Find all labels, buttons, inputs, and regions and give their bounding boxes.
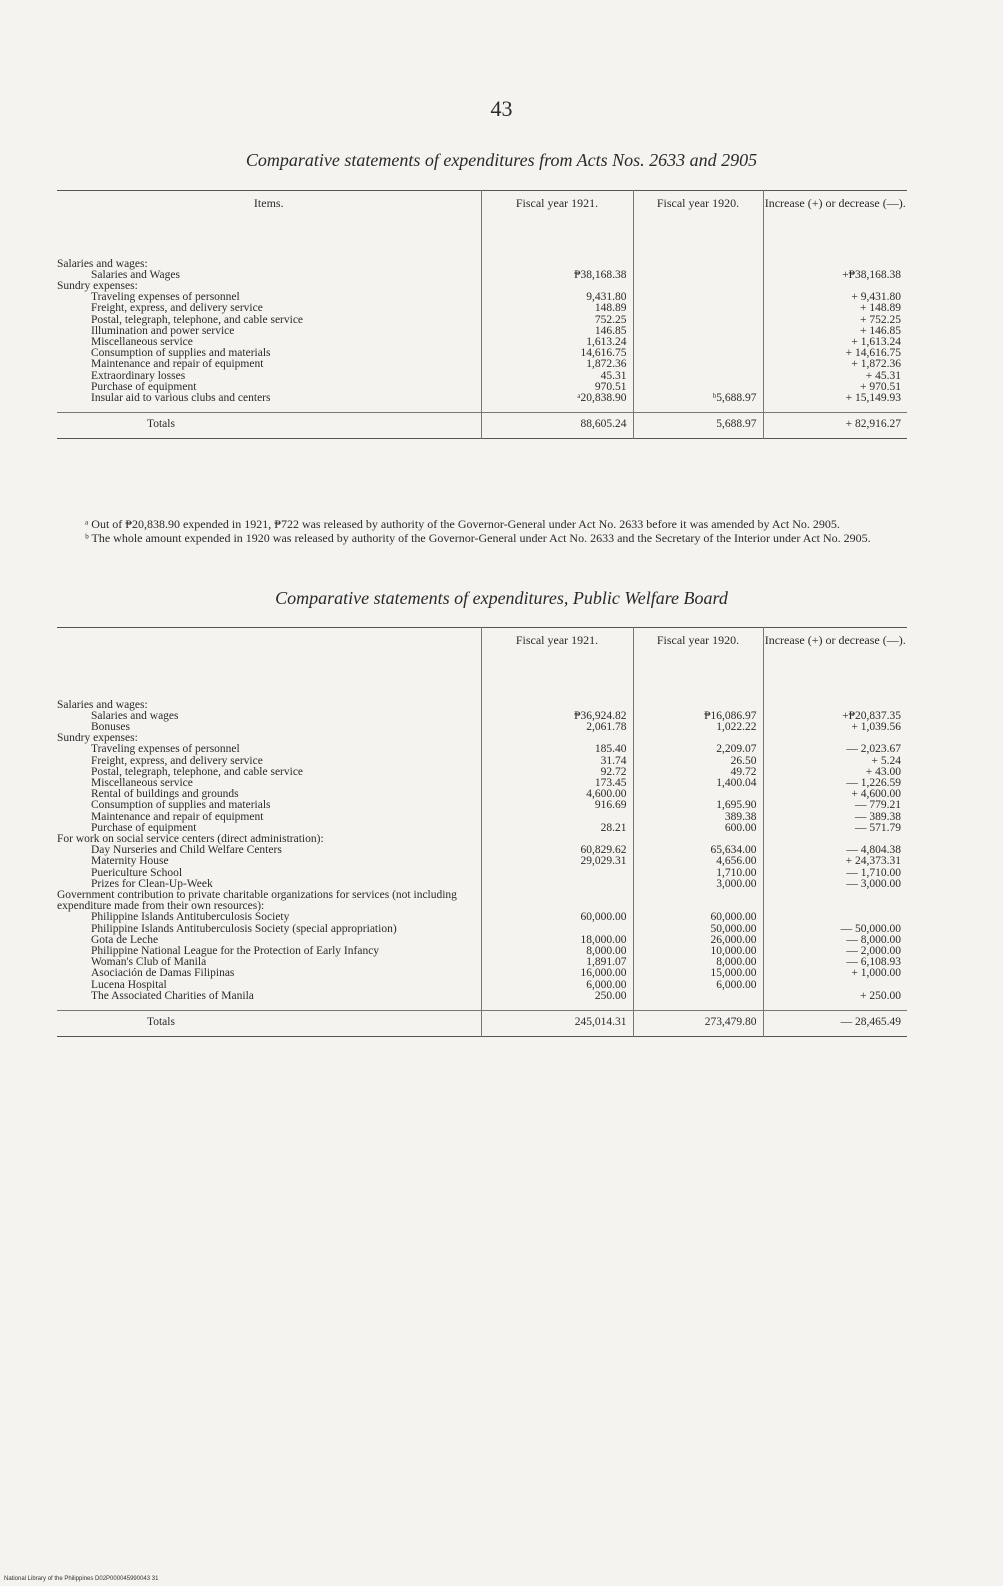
table-row [57, 700, 907, 711]
cell-increase-decrease [763, 980, 907, 991]
table-row [57, 292, 907, 303]
cell-fiscal-1920 [633, 834, 763, 845]
totals-increase-decrease: + 82,916.27 [763, 413, 907, 439]
table-row [57, 800, 907, 811]
totals-row [57, 1010, 907, 1036]
table-row [57, 359, 907, 370]
row-item-label: Prizes for Clean-Up-Week [91, 878, 213, 890]
cell-fiscal-1920 [633, 371, 763, 382]
cell-increase-decrease: — 2,023.67 [763, 744, 907, 755]
row-item-label: Extraordinary losses [91, 370, 186, 382]
cell-fiscal-1921: ᵃ20,838.90 [481, 393, 633, 404]
row-item-label: The Associated Charities of Manila [91, 990, 254, 1002]
cell-increase-decrease [763, 733, 907, 744]
cell-fiscal-1920 [633, 789, 763, 800]
table-row [57, 315, 907, 326]
row-item-label: Maintenance and repair of equipment [91, 359, 264, 371]
cell-fiscal-1921 [481, 924, 633, 935]
cell-increase-decrease: — 6,108.93 [763, 957, 907, 968]
cell-fiscal-1920: 1,695.90 [633, 800, 763, 811]
row-item-label: Gota de Leche [91, 934, 159, 946]
cell-increase-decrease: + 1,000.00 [763, 968, 907, 979]
cell-fiscal-1920: 6,000.00 [633, 980, 763, 991]
table-row [57, 337, 907, 348]
cell-fiscal-1921: 45.31 [481, 371, 633, 382]
cell-increase-decrease: + 148.89 [763, 303, 907, 314]
cell-increase-decrease [763, 259, 907, 270]
row-item-label: Consumption of supplies and materials [91, 348, 271, 360]
cell-fiscal-1921: 185.40 [481, 744, 633, 755]
cell-fiscal-1921: 146.85 [481, 326, 633, 337]
cell-increase-decrease [763, 912, 907, 923]
row-item-label: Salaries and wages: [57, 258, 148, 270]
cell-fiscal-1921: 1,891.07 [481, 957, 633, 968]
table-row [57, 823, 907, 834]
table-row [57, 991, 907, 1002]
row-item-label: Traveling expenses of personnel [91, 744, 240, 756]
cell-increase-decrease: — 50,000.00 [763, 924, 907, 935]
cell-increase-decrease: — 4,804.38 [763, 845, 907, 856]
cell-fiscal-1920 [633, 281, 763, 292]
table-row [57, 767, 907, 778]
cell-increase-decrease: + 43.00 [763, 767, 907, 778]
cell-increase-decrease: + 4,600.00 [763, 789, 907, 800]
table-row [57, 879, 907, 890]
cell-fiscal-1921: 173.45 [481, 778, 633, 789]
header-items [57, 628, 481, 678]
cell-fiscal-1920 [633, 270, 763, 281]
cell-fiscal-1921 [481, 700, 633, 711]
cell-fiscal-1921: 28.21 [481, 823, 633, 834]
header-fiscal-1921: Fiscal year 1921. [481, 191, 633, 237]
cell-increase-decrease: — 1,710.00 [763, 868, 907, 879]
table-row [57, 980, 907, 991]
row-item-label: Traveling expenses of personnel [91, 292, 240, 304]
table-row [57, 270, 907, 281]
cell-increase-decrease: + 250.00 [763, 991, 907, 1002]
cell-fiscal-1920: 389.38 [633, 812, 763, 823]
table-row [57, 382, 907, 393]
expenditures-acts-table [57, 190, 907, 439]
cell-fiscal-1921: 31.74 [481, 756, 633, 767]
cell-fiscal-1920: 2,209.07 [633, 744, 763, 755]
table-row [57, 778, 907, 789]
cell-fiscal-1921 [481, 890, 633, 912]
table-row [57, 957, 907, 968]
cell-fiscal-1921 [481, 281, 633, 292]
table1-caption: Comparative statements of expenditures from Acts Nos. 2633 and 2905 [245, 150, 758, 170]
cell-increase-decrease: + 752.25 [763, 315, 907, 326]
row-item-label: Salaries and wages: [57, 699, 148, 711]
table-row [57, 868, 907, 879]
cell-fiscal-1921 [481, 868, 633, 879]
cell-increase-decrease: — 1,226.59 [763, 778, 907, 789]
cell-increase-decrease: — 389.38 [763, 812, 907, 823]
table-row [57, 722, 907, 733]
table-row [57, 326, 907, 337]
row-item-label: Insular aid to various clubs and centers [91, 392, 271, 404]
cell-fiscal-1921: 60,000.00 [481, 912, 633, 923]
table-row [57, 856, 907, 867]
cell-fiscal-1921: ₱36,924.82 [481, 711, 633, 722]
cell-increase-decrease: + 24,373.31 [763, 856, 907, 867]
table-row [57, 845, 907, 856]
table-row [57, 890, 907, 912]
table-row [57, 834, 907, 845]
cell-fiscal-1921: 1,872.36 [481, 359, 633, 370]
header-fiscal-1920: Fiscal year 1920. [633, 191, 763, 237]
header-increase-decrease: Increase (+) or decrease (—). [763, 628, 907, 678]
row-item-label: Miscellaneous service [91, 777, 193, 789]
cell-fiscal-1920: 1,710.00 [633, 868, 763, 879]
cell-fiscal-1920 [633, 890, 763, 912]
row-item-label: Salaries and Wages [91, 269, 180, 281]
cell-fiscal-1921 [481, 834, 633, 845]
cell-fiscal-1920: 3,000.00 [633, 879, 763, 890]
cell-increase-decrease: + 9,431.80 [763, 292, 907, 303]
cell-increase-decrease: + 1,872.36 [763, 359, 907, 370]
cell-fiscal-1921 [481, 812, 633, 823]
cell-fiscal-1921: 9,431.80 [481, 292, 633, 303]
cell-fiscal-1920: 49.72 [633, 767, 763, 778]
cell-fiscal-1921: 6,000.00 [481, 980, 633, 991]
cell-fiscal-1920: 65,634.00 [633, 845, 763, 856]
row-item-label: Philippine National League for the Protection of Early Infancy [91, 945, 380, 957]
header-items: Items. [253, 196, 284, 210]
cell-fiscal-1920 [633, 337, 763, 348]
totals-label: Totals [57, 1010, 481, 1036]
table-row [57, 303, 907, 314]
row-item-label: Sundry expenses: [57, 733, 138, 745]
cell-fiscal-1921: 752.25 [481, 315, 633, 326]
cell-fiscal-1921: 250.00 [481, 991, 633, 1002]
row-item-label: Sundry expenses: [57, 280, 138, 292]
spacer-row [57, 237, 907, 259]
cell-fiscal-1921: 29,029.31 [481, 856, 633, 867]
cell-increase-decrease: + 970.51 [763, 382, 907, 393]
row-item-label: Miscellaneous service [91, 336, 193, 348]
cell-fiscal-1920: 60,000.00 [633, 912, 763, 923]
totals-fiscal-1920: 273,479.80 [633, 1010, 763, 1036]
table-row [57, 733, 907, 744]
table-row [57, 711, 907, 722]
row-item-label: Illumination and power service [91, 325, 235, 337]
footnotes [57, 517, 907, 545]
cell-increase-decrease: + 1,039.56 [763, 722, 907, 733]
row-item-label: Government contribution to private charitable organizations for services (not including expenditure made from their own resources): [57, 889, 457, 913]
cell-fiscal-1921: 970.51 [481, 382, 633, 393]
row-item-label: Rental of buildings and grounds [91, 789, 239, 801]
table-row [57, 946, 907, 957]
header-fiscal-1920: Fiscal year 1920. [633, 628, 763, 678]
table-row [57, 968, 907, 979]
cell-fiscal-1920: ᵇ5,688.97 [633, 393, 763, 404]
cell-fiscal-1921: 4,600.00 [481, 789, 633, 800]
cell-increase-decrease: — 571.79 [763, 823, 907, 834]
cell-fiscal-1920: 26.50 [633, 756, 763, 767]
row-item-label: Postal, telegraph, telephone, and cable service [91, 766, 304, 778]
totals-label: Totals [57, 413, 481, 439]
cell-fiscal-1920 [633, 315, 763, 326]
cell-increase-decrease: + 14,616.75 [763, 348, 907, 359]
cell-fiscal-1920: 8,000.00 [633, 957, 763, 968]
cell-fiscal-1920: 1,022.22 [633, 722, 763, 733]
cell-fiscal-1921: 8,000.00 [481, 946, 633, 957]
footer-credit: National Library of the Philippines D02P000045990043 31 [4, 1576, 159, 1582]
cell-fiscal-1921: 2,061.78 [481, 722, 633, 733]
cell-fiscal-1921: 14,616.75 [481, 348, 633, 359]
public-welfare-board-table [57, 627, 907, 1037]
table-row [57, 744, 907, 755]
header-fiscal-1921: Fiscal year 1921. [481, 628, 633, 678]
row-item-label: Asociación de Damas Filipinas [91, 968, 235, 980]
spacer-row [57, 1002, 907, 1011]
cell-fiscal-1920: 1,400.04 [633, 778, 763, 789]
cell-fiscal-1921: 18,000.00 [481, 935, 633, 946]
row-item-label: Philippine Islands Antituberculosis Society [91, 912, 290, 924]
table-row [57, 259, 907, 270]
spacer-row [57, 404, 907, 413]
cell-increase-decrease: + 146.85 [763, 326, 907, 337]
row-item-label: Day Nurseries and Child Welfare Centers [91, 845, 282, 857]
row-item-label: Lucena Hospital [91, 979, 167, 991]
cell-fiscal-1921 [481, 733, 633, 744]
totals-increase-decrease: — 28,465.49 [763, 1010, 907, 1036]
cell-fiscal-1920 [633, 382, 763, 393]
cell-fiscal-1921 [481, 879, 633, 890]
cell-fiscal-1920 [633, 348, 763, 359]
cell-fiscal-1920 [633, 733, 763, 744]
table-row [57, 371, 907, 382]
row-item-label: Puericulture School [91, 867, 183, 879]
row-item-label: Freight, express, and delivery service [91, 303, 263, 315]
table-row [57, 924, 907, 935]
cell-increase-decrease: — 3,000.00 [763, 879, 907, 890]
table-row [57, 935, 907, 946]
cell-fiscal-1921: 60,829.62 [481, 845, 633, 856]
cell-fiscal-1921: 916.69 [481, 800, 633, 811]
cell-increase-decrease: +₱20,837.35 [763, 711, 907, 722]
totals-fiscal-1920: 5,688.97 [633, 413, 763, 439]
table2-caption: Comparative statements of expenditures, Public Welfare Board [275, 588, 728, 608]
cell-increase-decrease: — 779.21 [763, 800, 907, 811]
row-item-label: Philippine Islands Antituberculosis Society (special appropriation) [91, 923, 397, 935]
cell-fiscal-1921: 148.89 [481, 303, 633, 314]
totals-fiscal-1921: 88,605.24 [481, 413, 633, 439]
row-item-label: Bonuses [91, 721, 130, 733]
table-row [57, 756, 907, 767]
cell-increase-decrease: + 5.24 [763, 756, 907, 767]
table-row [57, 789, 907, 800]
totals-row [57, 413, 907, 439]
table-row [57, 393, 907, 404]
row-item-label: Purchase of equipment [91, 381, 197, 393]
row-item-label: Postal, telegraph, telephone, and cable service [91, 314, 304, 326]
cell-fiscal-1921: 16,000.00 [481, 968, 633, 979]
cell-fiscal-1920: 600.00 [633, 823, 763, 834]
footnote-a: ᵃ Out of ₱20,838.90 expended in 1921, ₱722 was released by authority of the Governor-General under Act No. 2633 before it was amended by Act No. 2905. [85, 517, 840, 531]
cell-increase-decrease: + 15,149.93 [763, 393, 907, 404]
cell-increase-decrease [763, 281, 907, 292]
cell-fiscal-1921: 1,613.24 [481, 337, 633, 348]
cell-fiscal-1920 [633, 303, 763, 314]
cell-increase-decrease [763, 700, 907, 711]
row-item-label: Maternity House [91, 856, 169, 868]
row-item-label: Maintenance and repair of equipment [91, 811, 264, 823]
cell-fiscal-1920 [633, 359, 763, 370]
table-row [57, 812, 907, 823]
header-increase-decrease: Increase (+) or decrease (—). [763, 191, 907, 237]
cell-fiscal-1920: 4,656.00 [633, 856, 763, 867]
row-item-label: Salaries and wages [91, 710, 179, 722]
cell-increase-decrease [763, 834, 907, 845]
cell-fiscal-1920: 26,000.00 [633, 935, 763, 946]
cell-fiscal-1920: 10,000.00 [633, 946, 763, 957]
table-row [57, 281, 907, 292]
cell-fiscal-1920: 50,000.00 [633, 924, 763, 935]
spacer-row [57, 678, 907, 700]
totals-fiscal-1921: 245,014.31 [481, 1010, 633, 1036]
cell-fiscal-1920 [633, 991, 763, 1002]
row-item-label: Purchase of equipment [91, 822, 197, 834]
table-row [57, 348, 907, 359]
row-item-label: Freight, express, and delivery service [91, 755, 263, 767]
page-number: 43 [490, 96, 513, 121]
cell-fiscal-1920 [633, 326, 763, 337]
cell-fiscal-1920 [633, 292, 763, 303]
cell-fiscal-1920 [633, 259, 763, 270]
footnote-b: ᵇ The whole amount expended in 1920 was released by authority of the Governor-General under Act No. 2633 and the Secretary of the Interior under Act No. 2905. [85, 531, 871, 545]
cell-increase-decrease: + 1,613.24 [763, 337, 907, 348]
row-item-label: Consumption of supplies and materials [91, 800, 271, 812]
row-item-label: For work on social service centers (direct administration): [57, 833, 324, 845]
cell-fiscal-1920: 15,000.00 [633, 968, 763, 979]
cell-increase-decrease: + 45.31 [763, 371, 907, 382]
cell-increase-decrease [763, 890, 907, 912]
cell-fiscal-1920 [633, 700, 763, 711]
cell-increase-decrease: — 2,000.00 [763, 946, 907, 957]
cell-increase-decrease: — 8,000.00 [763, 935, 907, 946]
cell-increase-decrease: +₱38,168.38 [763, 270, 907, 281]
cell-fiscal-1921: 92.72 [481, 767, 633, 778]
cell-fiscal-1920: ₱16,086.97 [633, 711, 763, 722]
table-row [57, 912, 907, 923]
cell-fiscal-1921: ₱38,168.38 [481, 270, 633, 281]
cell-fiscal-1921 [481, 259, 633, 270]
row-item-label: Woman's Club of Manila [91, 957, 207, 969]
